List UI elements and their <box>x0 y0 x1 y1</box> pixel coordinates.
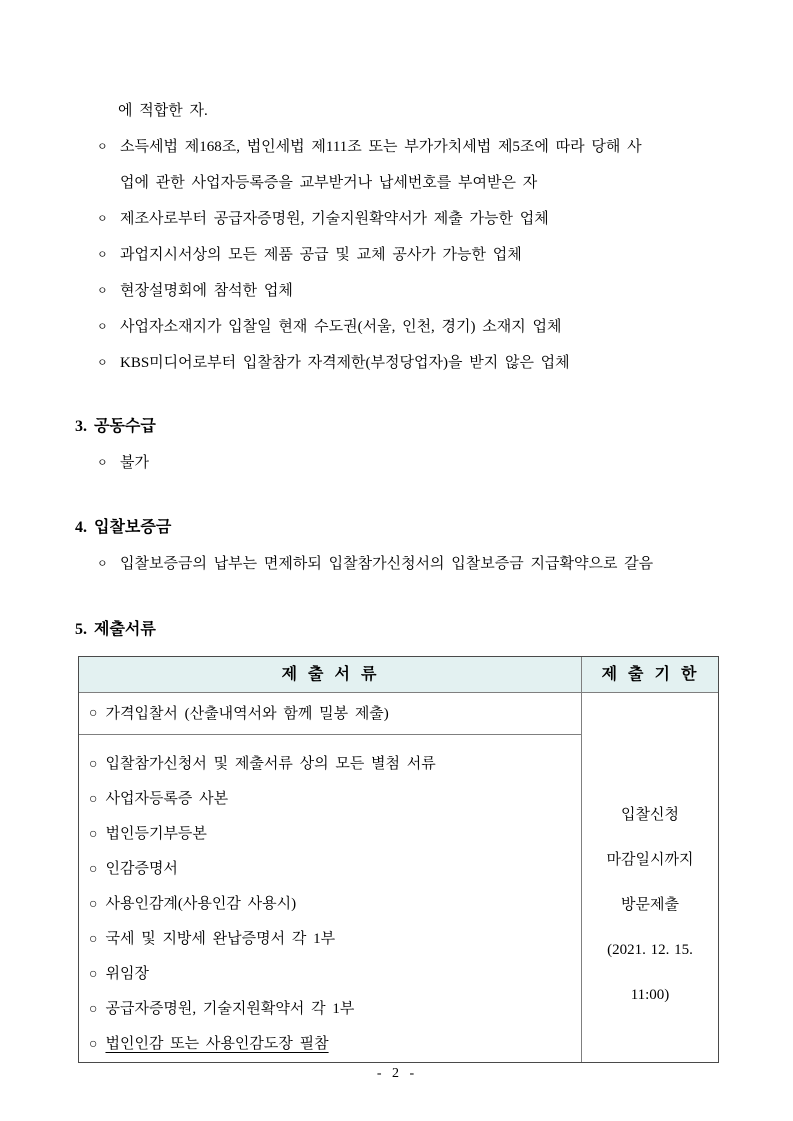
deadline-line: 11:00) <box>630 987 670 1003</box>
circle-marker: ○ <box>89 862 98 877</box>
submission-table-body <box>79 693 718 1062</box>
qualification-item <box>75 129 718 201</box>
deadline-cell <box>582 693 718 1062</box>
section3-item-text: 불가 <box>120 455 149 471</box>
circle-marker: ○ <box>89 897 98 912</box>
circle-marker: ○ <box>89 792 98 807</box>
bullet-marker: ㅇ <box>97 558 108 570</box>
bullet-marker: ㅇ <box>97 457 108 469</box>
deadline-line: 방문제출 <box>621 897 679 913</box>
circle-marker: ○ <box>89 827 98 842</box>
document-name: 위임장 <box>105 966 149 982</box>
table-row <box>89 782 581 817</box>
bullet-marker: ㅇ <box>97 141 108 153</box>
document-name: 사용인감계(사용인감 사용시) <box>105 896 297 912</box>
table-row-required-seal <box>89 1027 581 1062</box>
qualification-item <box>75 237 718 273</box>
header-cell-deadline: 제 출 기 한 <box>601 666 699 683</box>
submission-table-header <box>79 657 718 693</box>
section-heading-bid-bond: 4. 입찰보증금 <box>75 519 172 536</box>
document-name: 법인등기부등본 <box>105 826 207 842</box>
qualification-line: 업에 관한 사업자등록증을 교부받거나 납세번호를 부여받은 자 <box>120 175 538 191</box>
document-name: 국세 및 지방세 완납증명서 각 1부 <box>105 931 336 947</box>
qualification-line: 과업지시서상의 모든 제품 공급 및 교체 공사가 가능한 업체 <box>120 247 522 263</box>
bullet-marker: ㅇ <box>97 213 108 225</box>
bullet-marker: ㅇ <box>97 357 108 369</box>
qualification-line: 현장설명회에 참석한 업체 <box>120 283 293 299</box>
table-row <box>89 957 581 992</box>
bullet-marker: ㅇ <box>97 321 108 333</box>
qualification-line: 소득세법 제168조, 법인세법 제111조 또는 부가가치세법 제5조에 따라 당해 사 <box>120 139 642 155</box>
page-number: - 2 - <box>376 1066 417 1081</box>
section-heading-joint-supply: 3. 공동수급 <box>75 418 156 435</box>
circle-marker: ○ <box>89 932 98 947</box>
table-row <box>79 693 581 735</box>
table-row <box>89 817 581 852</box>
bullet-marker: ㅇ <box>97 285 108 297</box>
section3-item <box>75 445 718 481</box>
document-name: 입찰참가신청서 및 제출서류 상의 모든 별첨 서류 <box>105 756 436 772</box>
table-row <box>89 852 581 887</box>
circle-marker: ○ <box>89 757 98 772</box>
deadline-line: 마감일시까지 <box>606 852 694 868</box>
documents-list <box>79 735 581 1062</box>
circle-marker: ○ <box>89 705 98 721</box>
circle-marker: ○ <box>89 1037 98 1052</box>
qualification-line: 사업자소재지가 입찰일 현재 수도권(서울, 인천, 경기) 소재지 업체 <box>120 319 562 335</box>
document-name: 법인인감 또는 사용인감도장 필참 <box>105 1036 329 1052</box>
document-name: 공급자증명원, 기술지원확약서 각 1부 <box>105 1001 355 1017</box>
qualification-item <box>75 201 718 237</box>
qualification-item <box>75 273 718 309</box>
circle-marker: ○ <box>89 967 98 982</box>
qualification-line: KBS미디어로부터 입찰참가 자격제한(부정당업자)을 받지 않은 업체 <box>120 355 570 371</box>
qualification-item <box>75 345 718 381</box>
submission-table <box>78 656 719 1063</box>
table-row <box>89 992 581 1027</box>
section4-item-text: 입찰보증금의 납부는 면제하되 입찰참가신청서의 입찰보증금 지급확약으로 갈음 <box>120 556 654 572</box>
table-row <box>89 747 581 782</box>
document-name: 사업자등록증 사본 <box>105 791 229 807</box>
bullet-marker: ㅇ <box>97 249 108 261</box>
section4-item <box>75 546 718 582</box>
deadline-line: (2021. 12. 15. <box>607 942 693 958</box>
section-heading-submission-documents: 5. 제출서류 <box>75 621 156 638</box>
continuation-line: 에 적합한 자. <box>118 103 208 119</box>
table-row <box>89 922 581 957</box>
table-row <box>89 887 581 922</box>
qualification-line: 제조사로부터 공급자증명원, 기술지원확약서가 제출 가능한 업체 <box>120 211 549 227</box>
qualification-item <box>75 309 718 345</box>
circle-marker: ○ <box>89 1002 98 1017</box>
document-name: 인감증명서 <box>105 861 178 877</box>
header-cell-documents: 제 출 서 류 <box>79 657 582 692</box>
document-name: 가격입찰서 (산출내역서와 함께 밀봉 제출) <box>105 705 389 722</box>
documents-column <box>79 693 582 1062</box>
deadline-line: 입찰신청 <box>621 807 679 823</box>
